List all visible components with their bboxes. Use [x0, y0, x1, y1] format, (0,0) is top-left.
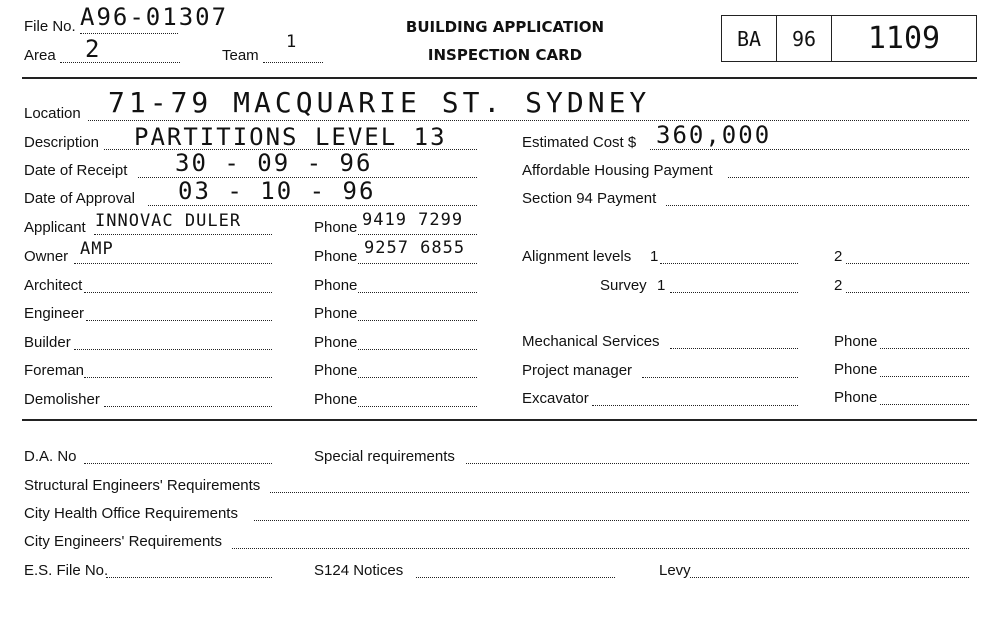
s94-label: Section 94 Payment [522, 190, 657, 207]
survey-1-line [670, 292, 798, 293]
excavator-phone-line [880, 404, 969, 405]
s124-label: S124 Notices [314, 562, 404, 579]
area-value: 2 [85, 35, 102, 63]
mech-phone-label: Phone [834, 333, 878, 350]
health-line [254, 520, 969, 521]
ba-number: 1109 [867, 21, 941, 56]
alignment-2-line [846, 263, 969, 264]
es-label: E.S. File No. [24, 562, 109, 579]
applicant-label: Applicant [24, 219, 86, 236]
header-rule [22, 77, 977, 79]
owner-phone-label: Phone [314, 248, 358, 265]
team-label: Team [222, 47, 259, 64]
team-line [263, 62, 323, 63]
owner-phone-line [358, 263, 477, 264]
foreman-label: Foreman [24, 362, 85, 379]
survey-1-label: 1 [657, 277, 666, 294]
builder-label: Builder [24, 334, 71, 351]
approval-label: Date of Approval [24, 190, 135, 207]
approval-value: 03 - 10 - 96 [178, 177, 376, 205]
alignment-2-label: 2 [834, 248, 843, 265]
alignment-1-line [660, 263, 798, 264]
pm-line [642, 377, 798, 378]
ba-year: 96 [777, 16, 832, 61]
levy-line [690, 577, 969, 578]
affordable-label: Affordable Housing Payment [522, 162, 713, 179]
levy-label: Levy [659, 562, 691, 579]
est-cost-value: 360,000 [656, 121, 772, 149]
est-cost-label: Estimated Cost $ [522, 134, 637, 151]
survey-2-line [846, 292, 969, 293]
builder-line [74, 349, 272, 350]
owner-phone-value: 9257 6855 [364, 238, 466, 258]
description-value: PARTITIONS LEVEL 13 [134, 123, 447, 151]
applicant-line [94, 234, 272, 235]
receipt-label: Date of Receipt [24, 162, 128, 179]
engineer-phone-line [358, 320, 477, 321]
engineer-label: Engineer [24, 305, 85, 322]
applicant-phone-label: Phone [314, 219, 358, 236]
location-value: 71-79 MACQUARIE ST. SYDNEY [108, 86, 651, 119]
file-no-label: File No. [24, 18, 76, 35]
card-title-line1: BUILDING APPLICATION [405, 18, 605, 36]
affordable-line [728, 177, 969, 178]
city-eng-line [232, 548, 969, 549]
owner-line [74, 263, 272, 264]
owner-label: Owner [24, 248, 69, 265]
special-label: Special requirements [314, 448, 455, 465]
es-line [106, 577, 272, 578]
ba-number-box [721, 15, 977, 62]
excavator-line [592, 405, 798, 406]
owner-value: AMP [80, 239, 114, 259]
architect-phone-line [358, 292, 477, 293]
da-line [84, 463, 272, 464]
location-label: Location [24, 105, 81, 122]
structural-line [270, 492, 969, 493]
foreman-phone-line [358, 377, 477, 378]
demolisher-label: Demolisher [24, 391, 100, 408]
architect-line [84, 292, 272, 293]
excavator-label: Excavator [522, 390, 589, 407]
builder-phone-line [358, 349, 477, 350]
health-label: City Health Office Requirements [24, 505, 238, 522]
pm-phone-line [880, 376, 969, 377]
file-no-line [80, 33, 178, 34]
file-no-value: A96-01307 [80, 3, 229, 31]
applicant-phone-line [358, 234, 477, 235]
demolisher-line [104, 406, 272, 407]
area-line [60, 62, 180, 63]
mech-line [670, 348, 798, 349]
engineer-phone-label: Phone [314, 305, 358, 322]
ba-code: BA [722, 16, 777, 61]
structural-label: Structural Engineers' Requirements [24, 477, 261, 494]
approval-line [148, 205, 477, 206]
pm-phone-label: Phone [834, 361, 878, 378]
applicant-phone-value: 9419 7299 [362, 210, 464, 230]
alignment-label: Alignment levels [522, 248, 632, 265]
card-title-line2: INSPECTION CARD [427, 46, 583, 64]
special-line [466, 463, 969, 464]
applicant-value: INNOVAC DULER [95, 211, 242, 231]
alignment-1-label: 1 [650, 248, 659, 265]
survey-2-label: 2 [834, 277, 843, 294]
s94-line [666, 205, 969, 206]
demolisher-phone-label: Phone [314, 391, 358, 408]
location-line [88, 120, 969, 121]
section-rule [22, 419, 977, 421]
receipt-value: 30 - 09 - 96 [175, 149, 373, 177]
mech-label: Mechanical Services [522, 333, 660, 350]
est-cost-line [650, 149, 969, 150]
pm-label: Project manager [522, 362, 633, 379]
architect-phone-label: Phone [314, 277, 358, 294]
builder-phone-label: Phone [314, 334, 358, 351]
foreman-phone-label: Phone [314, 362, 358, 379]
excavator-phone-label: Phone [834, 389, 878, 406]
da-label: D.A. No [24, 448, 77, 465]
architect-label: Architect [24, 277, 83, 294]
s124-line [416, 577, 615, 578]
team-value: 1 [286, 32, 298, 52]
mech-phone-line [880, 348, 969, 349]
demolisher-phone-line [358, 406, 477, 407]
area-label: Area [24, 47, 56, 64]
engineer-line [86, 320, 272, 321]
foreman-line [84, 377, 272, 378]
survey-label: Survey [600, 277, 647, 294]
city-eng-label: City Engineers' Requirements [24, 533, 222, 550]
description-label: Description [24, 134, 100, 151]
